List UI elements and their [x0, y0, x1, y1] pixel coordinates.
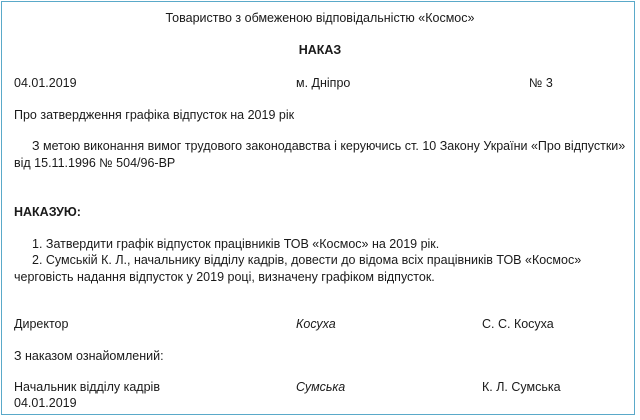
order-heading: НАКАЗУЮ:: [14, 205, 81, 219]
signer-name: С. С. Косуха: [482, 317, 554, 331]
acquainted-name: К. Л. Сумська: [482, 380, 561, 394]
order-item-2: 2. Сумській К. Л., начальнику відділу кадрів, довести до відома всіх працівників ТОВ «Космос» черговість надання відпусток у 2019 році, визначену графіком відпусток.: [14, 253, 582, 284]
document-type: НАКАЗ: [298, 43, 342, 57]
signer-position: Директор: [14, 317, 69, 331]
acquainted-signature: Сумська: [296, 380, 346, 394]
order-date: 04.01.2019: [14, 76, 77, 90]
order-number: № 3: [529, 76, 553, 90]
order-item-1: 1. Затвердити графік відпусток працівників ТОВ «Космос» на 2019 рік.: [32, 237, 440, 251]
order-subject: Про затвердження графіка відпусток на 2019 рік: [14, 108, 295, 122]
acquainted-position: Начальник відділу кадрів: [14, 380, 160, 394]
order-preamble: З метою виконання вимог трудового законодавства і керуючись ст. 10 Закону України «Про відпустки» від 15.11.1996 № 504/96-ВР: [14, 139, 626, 170]
signer-signature: Косуха: [296, 317, 336, 331]
acquainted-date: 04.01.2019: [14, 396, 77, 410]
order-place: м. Дніпро: [296, 76, 351, 90]
organization-name: Товариство з обмеженою відповідальністю «Космос»: [165, 11, 475, 25]
acquainted-label: З наказом ознайомлений:: [14, 349, 164, 363]
